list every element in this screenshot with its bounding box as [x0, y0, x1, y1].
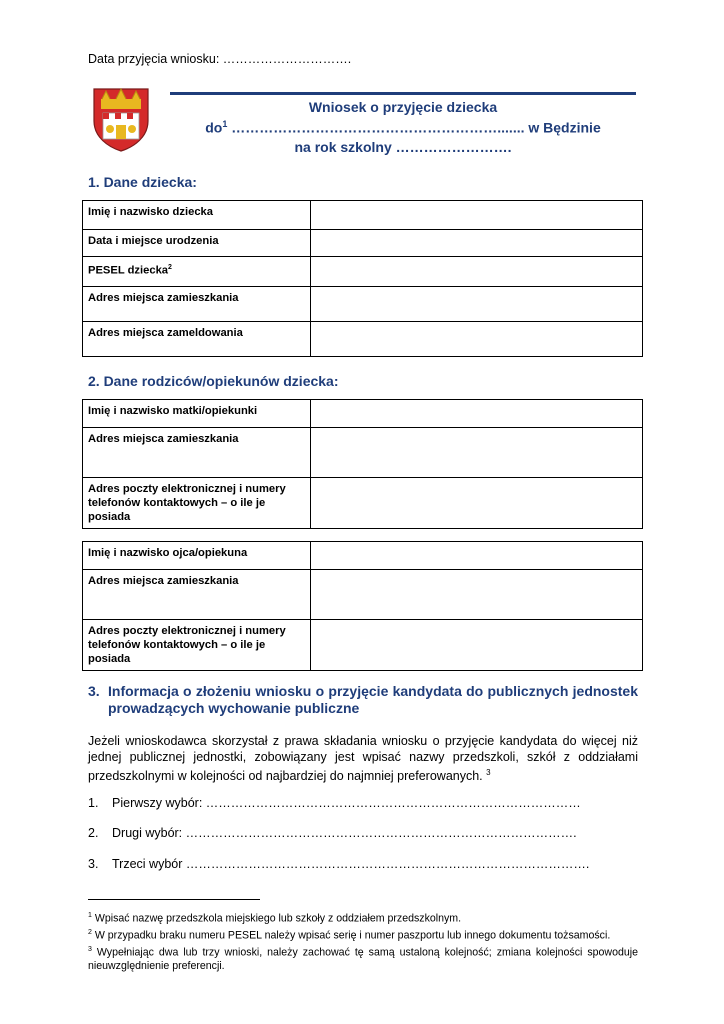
choice-second[interactable]	[88, 826, 577, 840]
value-cell[interactable]	[311, 478, 643, 529]
footnote	[88, 943, 638, 974]
choice-text: Drugi wybór: ………………………………………………………………………………….	[112, 826, 577, 840]
table-row	[83, 542, 643, 570]
choice-text: Pierwszy wybór: ………………………………………………………………………………	[112, 796, 581, 810]
row-label: Adres miejsca zameldowania	[83, 322, 311, 357]
value-cell[interactable]	[311, 620, 643, 671]
child-data-table	[82, 200, 643, 357]
section-parents-heading: 2. Dane rodziców/opiekunów dziecka:	[88, 373, 339, 389]
table-row	[83, 257, 643, 287]
section-heading-text: Informacja o złożeniu wniosku o przyjęcie kandydata do publicznych jednostek prowadzących wychowanie publiczne	[108, 683, 638, 716]
row-label	[83, 257, 311, 287]
footnote-number: 3	[88, 946, 92, 954]
title-rule	[170, 92, 636, 95]
row-label: Imię i nazwisko dziecka	[83, 201, 311, 230]
footnote	[88, 909, 638, 926]
footnote-text: W przypadku braku numeru PESEL należy wpisać serię i numer paszportu lub innego dokumentu tożsamości.	[91, 929, 611, 942]
title-prefix: do	[205, 119, 223, 136]
table-row	[83, 230, 643, 257]
father-data-table	[82, 541, 643, 671]
pesel-label: PESEL dziecka	[88, 264, 169, 277]
footnote-ref: 1	[222, 119, 228, 129]
row-label: Data i miejsce urodzenia	[83, 230, 311, 257]
footnote-text: Wpisać nazwę przedszkola miejskiego lub szkoły z oddziałem przedszkolnym.	[91, 912, 462, 925]
row-label: Adres poczty elektronicznej i numery telefonów kontaktowych – o ile je posiada	[83, 620, 311, 671]
choice-number: 3.	[88, 857, 99, 871]
crest-icon	[88, 83, 154, 153]
value-cell[interactable]	[311, 201, 643, 230]
footnote-separator	[88, 899, 260, 900]
value-cell[interactable]	[311, 287, 643, 322]
footnote-ref: 2	[168, 264, 172, 271]
value-cell[interactable]	[311, 570, 643, 620]
table-row	[83, 287, 643, 322]
table-row	[83, 400, 643, 428]
footnote-number: 2	[88, 929, 92, 937]
choice-first[interactable]	[88, 796, 581, 810]
choice-third[interactable]	[88, 857, 589, 871]
row-label: Imię i nazwisko matki/opiekunki	[83, 400, 311, 428]
form-title: Wniosek o przyjęcie dziecka	[308, 99, 498, 115]
institution-placeholder: …………………………………………………....... w Będzinie	[227, 119, 601, 136]
row-label: Adres miejsca zamieszkania	[83, 428, 311, 478]
table-row	[83, 201, 643, 230]
value-cell[interactable]	[311, 230, 643, 257]
value-cell[interactable]	[311, 400, 643, 428]
value-cell[interactable]	[311, 322, 643, 357]
table-row	[83, 322, 643, 357]
table-row	[83, 478, 643, 529]
row-label: Adres miejsca zamieszkania	[83, 570, 311, 620]
value-cell[interactable]	[311, 257, 643, 287]
table-row	[83, 570, 643, 620]
footnote-number: 1	[88, 912, 92, 919]
section-applications-body	[88, 733, 638, 784]
section-child-heading: 1. Dane dziecka:	[88, 174, 197, 190]
city-crest-logo	[88, 83, 154, 153]
footnotes	[88, 909, 638, 974]
form-title-line2	[170, 119, 636, 136]
school-year-line: na rok szkolny …………………….	[294, 139, 512, 155]
row-label: Adres poczty elektronicznej i numery telefonów kontaktowych – o ile je posiada	[83, 478, 311, 529]
row-label: Imię i nazwisko ojca/opiekuna	[83, 542, 311, 570]
table-row	[83, 428, 643, 478]
choice-number: 2.	[88, 826, 99, 840]
footnote-text: Wypełniając dwa lub trzy wnioski, należy zachować tę samą ustaloną kolejność; zmiana kolejności spowoduje nieuwzględnienie preferencji.	[88, 946, 638, 973]
footnote	[88, 926, 638, 943]
table-row	[83, 620, 643, 671]
date-received-label: Data przyjęcia wniosku: ………………………….	[88, 52, 352, 66]
choice-number: 1.	[88, 796, 99, 810]
value-cell[interactable]	[311, 428, 643, 478]
row-label: Adres miejsca zamieszkania	[83, 287, 311, 322]
instructions-text: Jeżeli wnioskodawca skorzystał z prawa składania wniosku o przyjęcie kandydata do więcej niż jednej publicznej jednostki, zobowiązany jest wpisać nazwy przedszkoli, szkół z oddziałami przedszkolnymi w kolejności od najbardziej do najmniej preferowanych.	[88, 734, 638, 784]
section-number: 3.	[88, 683, 100, 699]
mother-data-table	[82, 399, 643, 529]
value-cell[interactable]	[311, 542, 643, 570]
footnote-ref: 3	[486, 768, 491, 777]
choice-text: Trzeci wybór …………………………………………………………………………………….	[112, 857, 590, 871]
